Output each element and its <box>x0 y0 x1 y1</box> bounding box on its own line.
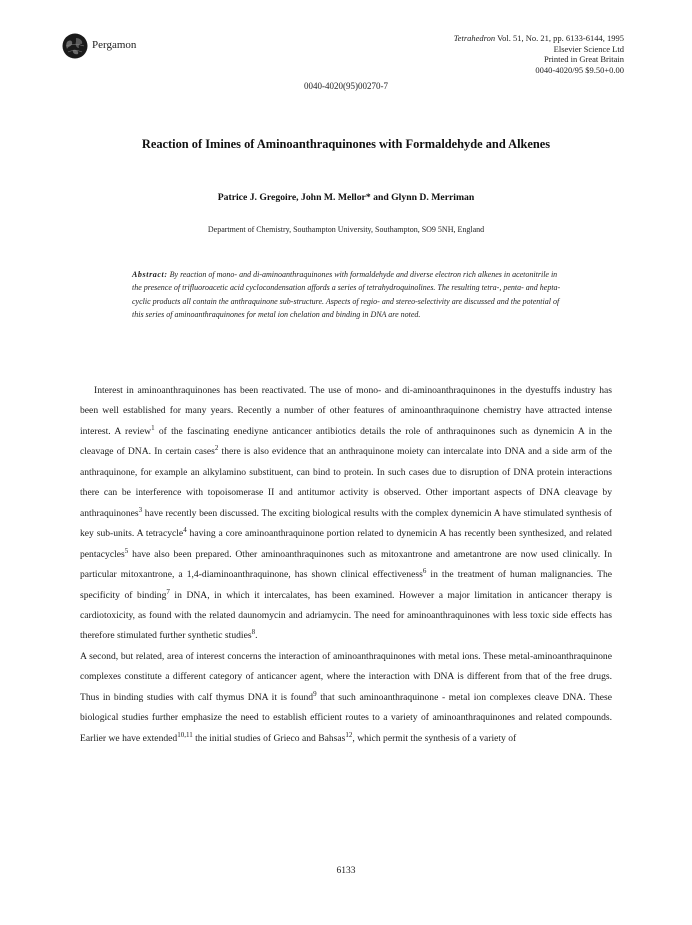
citation-reference: 6 <box>422 567 427 576</box>
citation-reference: 10,11 <box>177 730 193 739</box>
citation-reference: 12 <box>345 730 353 739</box>
pergamon-globe-icon <box>62 33 88 59</box>
text-run: have also been prepared. Other aminoanthraquinones such as mitoxantrone and ametantrone are now used clinically. In particular mitoxantrone, a 1,4-diaminoanthraquinone, has shown clinical effectiveness <box>80 548 612 581</box>
abstract <box>132 268 564 321</box>
citation-reference: 1 <box>151 423 155 432</box>
text-run: the initial studies of Grieco and Bahsas <box>192 732 346 744</box>
abstract-label: Abstract: <box>132 270 168 279</box>
doi-identifier: 0040-4020(95)00270-7 <box>304 81 388 91</box>
printed-line: Printed in Great Britain <box>543 54 624 64</box>
text-run: that such aminoanthraquinone - metal ion complexes cleave DNA. These biological studies further emphasize the need to establish efficient routes to a variety of aminoanthraquinones and related compounds. Earlier we have extended <box>80 691 613 744</box>
text-run: having a core aminoanthraquinone portion related to dynemicin A has recently been synthesized, and related pentacycles <box>80 528 612 560</box>
paragraph-1 <box>80 381 612 647</box>
text-run: , which permit the synthesis of a variety of <box>352 732 517 744</box>
paper-title: Reaction of Imines of Aminoanthraquinones with Formaldehyde and Alkenes <box>141 137 551 151</box>
citation-reference: 7 <box>166 587 170 596</box>
body-text <box>80 381 612 749</box>
citation-reference: 2 <box>214 444 219 453</box>
paragraph-2 <box>80 647 612 749</box>
author-list: Patrice J. Gregoire, John M. Mellor* and Glynn D. Merriman <box>217 192 475 203</box>
journal-citation <box>454 33 624 44</box>
text-run: have recently been discussed. The exciting biological results with the complex dynemicin A have stimulated synthesis of key sub-units. A tetracycle <box>80 507 612 540</box>
publisher-name: Pergamon <box>92 39 137 51</box>
citation-reference: 5 <box>124 546 129 555</box>
text-run: there is also evidence that an anthraquinone moiety can intercalate into DNA and a side arm of the anthraquinone, for example an alkylamino substituent, can bind to protein. In such cases due to disruption of DNA protein interactions there can be interference with topoisomerase II and antitumor activity is observed. Other important aspects of DNA cleavage by anthraquinones <box>80 446 612 519</box>
citation-details: Vol. 51, No. 21, pp. 6133-6144, 1995 <box>495 33 624 43</box>
author-affiliation: Department of Chemistry, Southampton University, Southampton, SO9 5NH, England <box>207 225 485 234</box>
journal-name: Tetrahedron <box>453 33 496 43</box>
text-run: in DNA, in which it intercalates, has been examined. However a major limitation in anticancer therapy is cardiotoxicity, as found with the related daunomycin and adriamycin. The need for aminoanthraquinones with less toxic side effects has therefore stimulated further synthetic studies <box>80 589 612 642</box>
text-run: Interest in aminoanthraquinones has been reactivated. The use of mono- and di-aminoanthraquinones in the dyestuffs industry has been well established for many years. Recently a number of other features of aminoanthraquinone chemistry have attracted intense interest. A review <box>80 385 612 437</box>
text-run: in the treatment of human malignancies. The specificity of binding <box>80 569 613 601</box>
abstract-text: By reaction of mono- and di-aminoanthraquinones with formaldehyde and diverse electron rich alkenes in acetonitrile in the presence of trifluoroacetic acid cyclocondensation affords a series of tetrahydroquinolines. The resulting tetra-, penta- and hepta-cyclic products all contain the anthraquinone sub-structure. Aspects of regio- and stereo-selectivity are discussed and the potential of this series of aminoanthraquinones for metal ion chelation and binding in DNA are noted. <box>132 270 561 319</box>
journal-info <box>454 33 624 75</box>
citation-reference: 3 <box>138 505 143 514</box>
citation-reference: 4 <box>183 526 187 535</box>
page-number: 6133 <box>336 866 356 876</box>
text-run: A second, but related, area of interest concerns the interaction of aminoanthraquinones with metal ions. These metal-aminoanthraquinone complexes constitute a different category of anticancer agent, where the interaction with DNA is different from that of the free drugs. Thus in binding studies with calf thymus DNA it is found <box>80 650 612 703</box>
citation-reference: 8 <box>251 628 256 637</box>
text-run: . <box>255 630 258 642</box>
text-run: of the fascinating enediyne anticancer antibiotics details the role of anthraquinones such as dynemicin A in the cleavage of DNA. In certain cases <box>80 425 612 458</box>
citation-reference: 9 <box>313 689 317 698</box>
price-line: 0040-4020/95 $9.50+0.00 <box>535 64 624 75</box>
copyright-line: Elsevier Science Ltd <box>553 43 624 54</box>
